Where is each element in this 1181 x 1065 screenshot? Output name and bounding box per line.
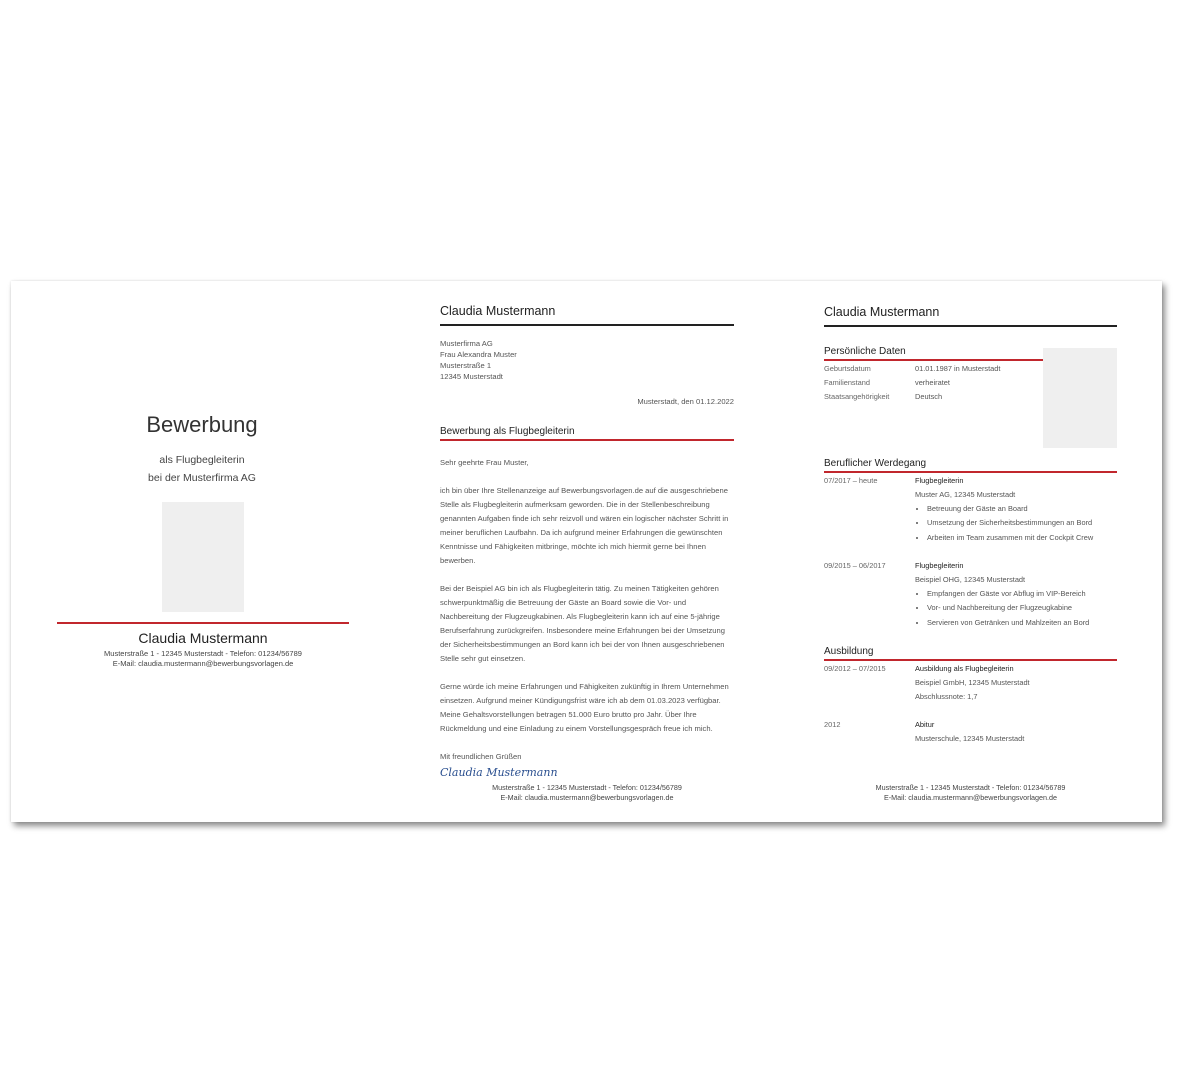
list-item: • Servieren von Getränken und Mahlzeiten an Bord xyxy=(927,616,1089,630)
career-2-period: 09/2015 – 06/2017 xyxy=(824,561,886,570)
birthdate-label: Geburtsdatum xyxy=(824,364,871,373)
marital-status-value: verheiratet xyxy=(915,378,950,387)
cv-header-rule xyxy=(824,325,1117,327)
education-2-institution: Musterschule, 12345 Musterstadt xyxy=(915,734,1025,743)
cv-footer xyxy=(824,783,1117,803)
letter-closing: Mit freundlichen Grüßen xyxy=(440,752,522,761)
letter-date: Musterstadt, den 01.12.2022 xyxy=(637,397,734,406)
recipient-city: 12345 Musterstadt xyxy=(440,372,503,381)
career-2-tasks xyxy=(915,587,1089,630)
letter-paragraph-2: Bei der Beispiel AG bin ich als Flugbegleiterin tätig. Zu meinen Tätigkeiten gehören schwerpunktmäßig die Betreuung der Gäste an Board sowie die Vor- und Nachbereitung der Flugzeugkabinen. Als Flugbegleiterin kann ich auf eine 5-jährige Berufserfahrung zurückgreifen. Insbesondere meine Erfahrungen bei der Umsetzung der Sicherheitsbestimmungen an Bord kann ich bei der von Ihnen ausgeschriebenen Stelle sehr gut einsetzen. xyxy=(440,584,725,663)
education-title: Ausbildung xyxy=(824,646,874,657)
birthdate-value: 01.01.1987 in Musterstadt xyxy=(915,364,1001,373)
cover-contact-email: E-Mail: claudia.mustermann@bewerbungsvorlagen.de xyxy=(112,659,294,668)
list-item: • Vor- und Nachbereitung der Flugzeugkabine xyxy=(927,601,1089,615)
education-1-grade: Abschlussnote: 1,7 xyxy=(915,692,978,701)
cv-footer-address: Musterstraße 1 - 12345 Musterstadt - Telefon: 01234/56789 xyxy=(875,783,1066,792)
list-item: • Betreuung der Gäste an Board xyxy=(927,502,1093,516)
career-2-company: Beispiel OHG, 12345 Musterstadt xyxy=(915,575,1026,584)
cover-subtitle-company: bei der Musterfirma AG xyxy=(148,472,256,484)
letter-footer xyxy=(440,783,734,803)
career-1-tasks xyxy=(915,502,1093,545)
list-item: • Arbeiten im Team zusammen mit der Cockpit Crew xyxy=(927,531,1093,545)
marital-status-label: Familienstand xyxy=(824,378,871,387)
nationality-value: Deutsch xyxy=(915,392,943,401)
application-document xyxy=(11,281,1162,822)
education-rule xyxy=(824,659,1117,661)
career-1-role: Flugbegleiterin xyxy=(915,476,964,485)
education-2-period: 2012 xyxy=(824,720,841,729)
education-1-period: 09/2012 – 07/2015 xyxy=(824,664,886,673)
letter-subject-rule xyxy=(440,439,734,441)
cover-page xyxy=(11,281,393,822)
career-1-company: Muster AG, 12345 Musterstadt xyxy=(915,490,1016,499)
cover-photo-placeholder xyxy=(162,502,244,612)
letter-footer-address: Musterstraße 1 - 12345 Musterstadt - Telefon: 01234/56789 xyxy=(492,783,682,792)
education-1-title: Ausbildung als Flugbegleiterin xyxy=(915,664,1014,673)
letter-page xyxy=(440,281,734,822)
letter-footer-email: E-Mail: claudia.mustermann@bewerbungsvorlagen.de xyxy=(500,793,674,802)
cover-name: Claudia Mustermann xyxy=(138,630,268,646)
recipient-company: Musterfirma AG xyxy=(440,339,493,348)
letter-header-name: Claudia Mustermann xyxy=(440,304,556,318)
recipient-person: Frau Alexandra Muster xyxy=(440,350,517,359)
career-rule xyxy=(824,471,1117,473)
personal-data-title: Persönliche Daten xyxy=(824,346,906,357)
nationality-label: Staatsangehörigkeit xyxy=(824,392,890,401)
cover-subtitle-position: als Flugbegleiterin xyxy=(159,454,245,466)
letter-signature: Claudia Mustermann xyxy=(440,766,558,779)
career-2-role: Flugbegleiterin xyxy=(915,561,964,570)
career-1-period: 07/2017 – heute xyxy=(824,476,878,485)
cv-page xyxy=(824,281,1117,822)
cover-title: Bewerbung xyxy=(146,412,258,437)
career-title: Beruflicher Werdegang xyxy=(824,458,927,469)
cv-photo-placeholder xyxy=(1043,348,1117,448)
letter-paragraph-3: Gerne würde ich meine Erfahrungen und Fähigkeiten zukünftig in Ihrem Unternehmen einsetzen. Aufgrund meiner Kündigungsfrist wäre ich ab dem 01.03.2023 verfügbar. Meine Gehaltsvorstellungen betragen 51.000 Euro brutto pro Jahr. Über Ihre Rückmeldung und eine Einladung zu einem Vorstellungsgespräch freue ich mich. xyxy=(440,682,729,733)
letter-salutation: Sehr geehrte Frau Muster, xyxy=(440,458,529,467)
education-2-title: Abitur xyxy=(915,720,935,729)
letter-header-rule xyxy=(440,324,734,326)
cover-contact-address: Musterstraße 1 - 12345 Musterstadt - Telefon: 01234/56789 xyxy=(104,649,302,658)
cv-header-name: Claudia Mustermann xyxy=(824,305,940,319)
list-item: • Empfangen der Gäste vor Abflug im VIP-Bereich xyxy=(927,587,1089,601)
list-item: • Umsetzung der Sicherheitsbestimmungen an Bord xyxy=(927,516,1093,530)
cover-divider xyxy=(57,622,349,624)
education-1-institution: Beispiel GmbH, 12345 Musterstadt xyxy=(915,678,1030,687)
personal-data-rule xyxy=(824,359,1043,361)
letter-paragraph-1: ich bin über Ihre Stellenanzeige auf Bewerbungsvorlagen.de auf die ausgeschriebene Stelle als Flugbegleiterin aufmerksam geworden. Die in der Stellenbeschreibung genannten Aufgaben finde ich sehr reizvoll und wären ein logischer nächster Schritt in meiner beruflichen Laufbahn. Da ich aufgrund meiner Erfahrungen die gewünschten Kenntnisse und Fähigkeiten mitbringe, möchte ich mich hiermit gerne bei Ihnen bewerben. xyxy=(440,486,729,565)
letter-subject: Bewerbung als Flugbegleiterin xyxy=(440,426,575,437)
cv-footer-email: E-Mail: claudia.mustermann@bewerbungsvorlagen.de xyxy=(883,793,1058,802)
recipient-street: Musterstraße 1 xyxy=(440,361,492,370)
